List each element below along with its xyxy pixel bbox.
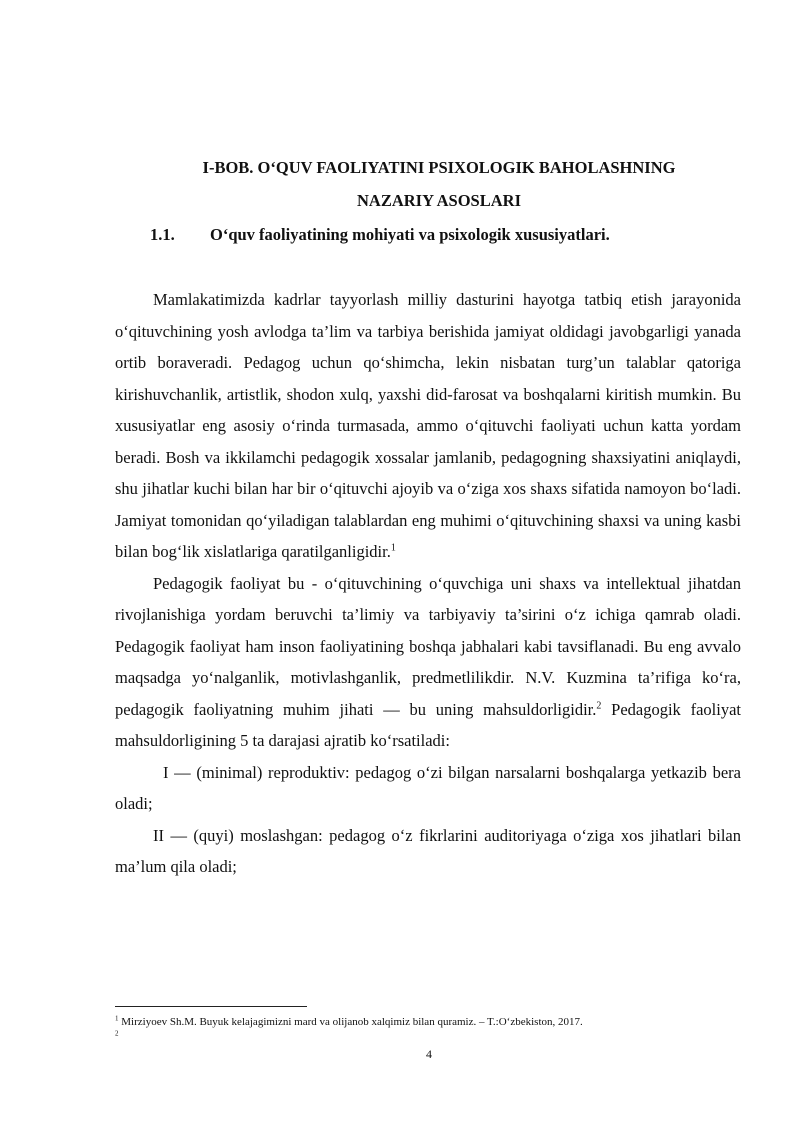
chapter-title: [116, 151, 742, 217]
paragraph-2-text-a: Pedagogik faoliyat bu - o‘qituvchining o‘quvchiga uni shaxs va intellektual jihatdan rivojlanishiga yordam beruvchi ta’limiy va tarbiyaviy ta’sirini o‘z ichiga qamrab oladi. Pedagogik faoliyat ham inson faoliyatining boshqa jabhalari kabi tavsiflanadi. Bu eng avvalo maqsadga yo‘nalganlik, motivlashganlik, predmetlilikdir. N.V. Kuzmina ta’rifiga ko‘ra, pedagogik faoliyatning muhim jihati — bu uning mahsuldorligidir.: [115, 573, 741, 719]
section-title: O‘quv faoliyatining mohiyati va psixologik xususiyatlari.: [210, 225, 610, 244]
section-heading: [150, 220, 750, 250]
footnote-ref-1: 1: [390, 542, 396, 554]
footnote-1-text: Mirziyoev Sh.M. Buyuk kelajagimizni mard va olijanob xalqimiz bilan quramiz. – T.:O‘zbekiston, 2017.: [118, 1016, 583, 1028]
page-number: 4: [426, 1047, 432, 1061]
section-number: 1.1.: [150, 225, 175, 244]
paragraph-1: [115, 284, 741, 568]
footnote-2: [115, 1030, 741, 1045]
footnote-divider: [115, 1006, 307, 1007]
footnote-1-mark: 1: [115, 1014, 119, 1023]
paragraph-2: [115, 568, 741, 757]
footnote-1: [115, 1015, 741, 1030]
footnote-ref-2: 2: [596, 700, 602, 711]
body-text: [115, 284, 741, 883]
chapter-title-line2: NAZARIY ASOSLARI: [357, 191, 521, 210]
paragraph-level-1-text: I — (minimal) reproduktiv: pedagog o‘zi bilgan narsalarni boshqalarga yetkazib bera oladi;: [115, 762, 741, 813]
paragraph-level-2-text: II — (quyi) moslashgan: pedagog o‘z fikrlarini auditoriyaga o‘ziga xos jihatlari bilan ma’lum qila oladi;: [115, 825, 741, 876]
paragraph-2-text-b: Pedagogik faoliyat mahsuldorligining 5 ta darajasi ajratib ko‘rsatiladi:: [115, 699, 741, 750]
footnotes: [115, 1015, 741, 1045]
paragraph-level-2: [115, 820, 741, 883]
paragraph-level-1: [115, 757, 741, 820]
footnote-2-mark: 2: [115, 1029, 119, 1038]
chapter-title-line1: I-BOB. O‘QUV FAOLIYATINI PSIXOLOGIK BAHOLASHNING: [202, 158, 676, 177]
paragraph-1-text: Mamlakatimizda kadrlar tayyorlash milliy dasturini hayotga tatbiq etish jarayonida o‘qituvchining yosh avlodga ta’lim va tarbiya berishida jamiyat oldidagi javobgarligi yanada ortib boraveradi. Pedagog uchun qo‘shimcha, lekin nisbatan turg’un talablar qatoriga kirishuvchanlik, artistlik, shodon xulq, yaxshi did-farosat va boshqalarni kiritish mumkin. Bu xususiyatlar eng asosiy o‘rinda turmasada, ammo o‘qituvchi faoliyati uchun katta yordam beradi. Bosh va ikkilamchi pedagogik xossalar jamlanib, pedagogning shaxsiyatini aniqlaydi, shu jihatlar kuchi bilan har bir o‘qituvchi ajoyib va o‘ziga xos shaxs sifatida namoyon bo‘ladi. Jamiyat tomonidan qo‘yiladigan talablardan eng muhimi o‘qituvchining shaxsi va uning kasbi bilan bog‘lik xislatlariga qaratilganligidir.: [115, 290, 741, 561]
